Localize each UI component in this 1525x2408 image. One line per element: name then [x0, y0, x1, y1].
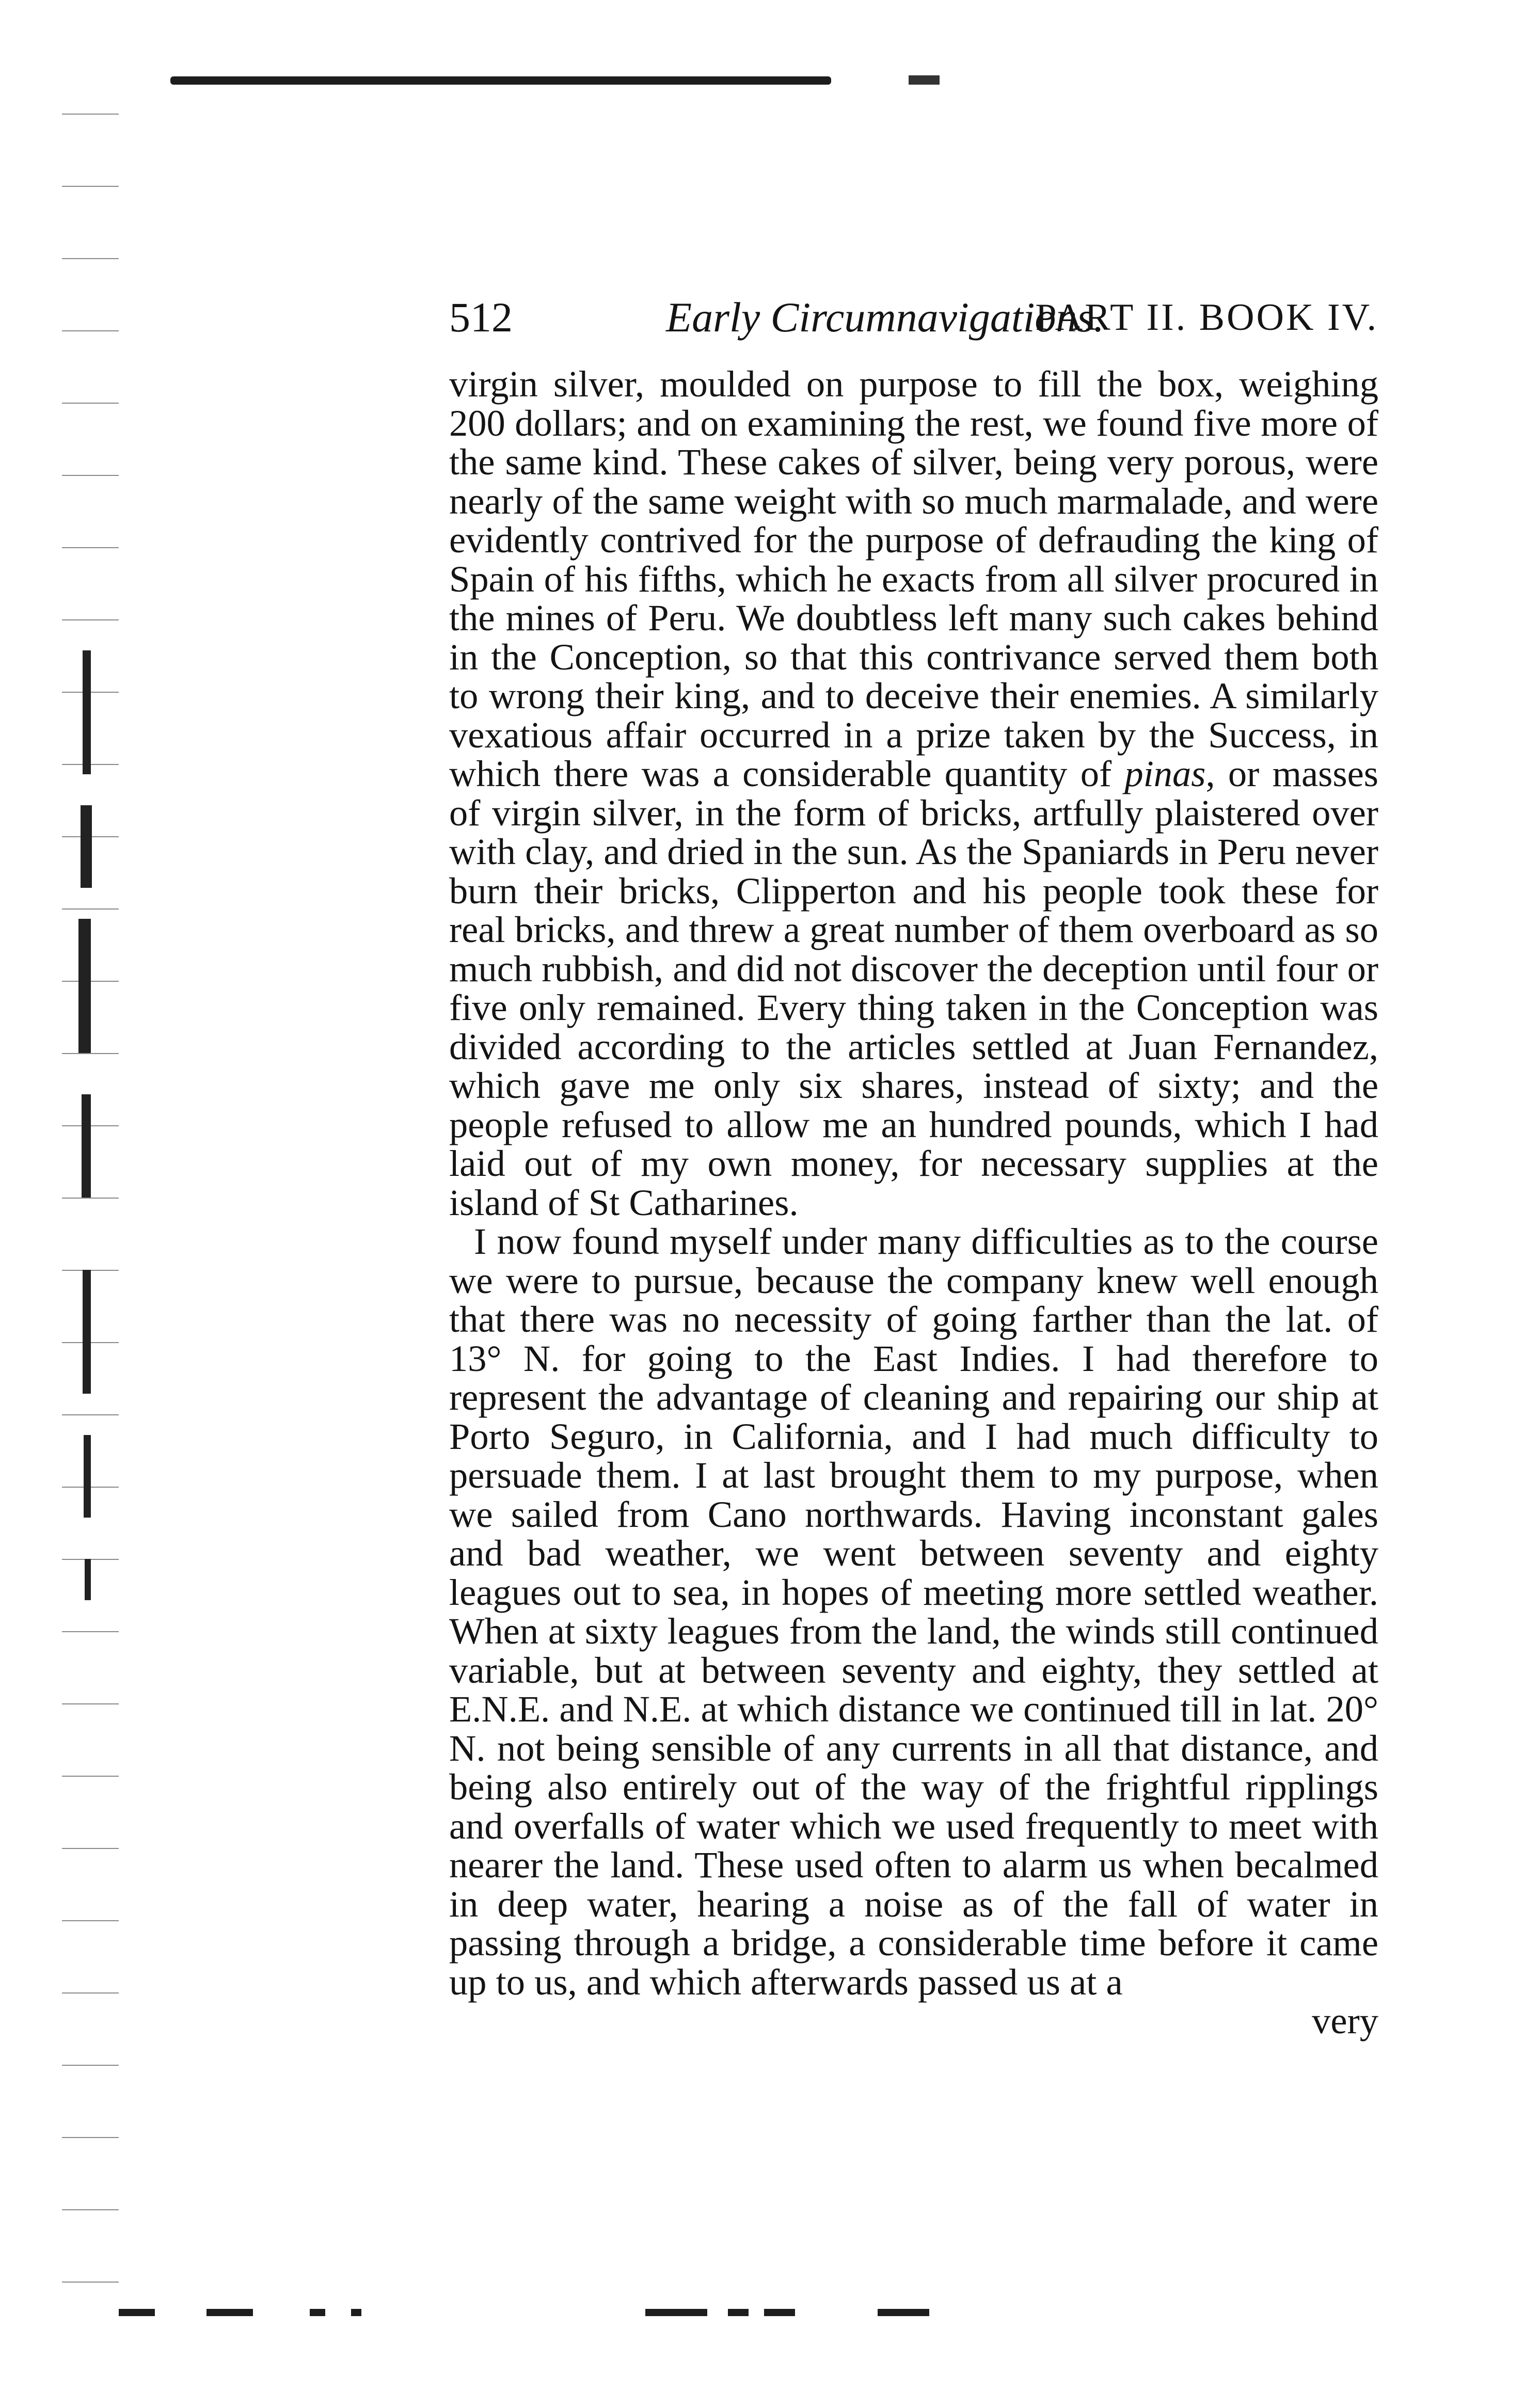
paragraph-2 — [449, 1222, 1378, 2001]
scan-edge-left — [62, 83, 119, 2354]
page-header — [449, 289, 1378, 346]
paragraph-text: I now found myself under many difficulties as to the course we were to pursue, because the company knew well enough that there was no necessity of going farther than the lat. of 13° N. for going to the East Indies. I had therefore to represent the advantage of cleaning and repairing our ship at Porto Seguro, in California, and I had much difficulty to persuade them. I at last brought them to my purpose, when we sailed from Cano northwards. Having inconstant gales and bad weather, we went between seventy and eighty leagues out to sea, in hopes of meeting more settled weather. When at sixty leagues from the land, the winds still continued variable, but at between seventy and eighty, they settled at E.N.E. and N.E. at which distance we continued till in lat. 20° N. not being sensible of any currents in all that distance, and being also entirely out of the way of the frightful ripplings and overfalls of water which we used frequently to meet with nearer the land. These used often to alarm us when becalmed in deep water, hearing a noise as of the fall of water in passing through a bridge, a considerable time before it came up to us, and which afterwards passed us at a — [449, 1220, 1378, 2003]
running-title: Early Circumnavigations. — [666, 294, 1104, 341]
paragraph-text-italic: pinas — [1124, 753, 1206, 794]
paragraph-1 — [449, 364, 1378, 1222]
paragraph-text: , or masses of virgin silver, in the form of bricks, artfully plaistered over with clay, and dried in the sun. As the Spaniards in Peru never burn their bricks, Clipperton and his people took these for real bricks, and threw a great number of them overboard as so much rubbish, and did not discover the deception until four or five only remained. Every thing taken in the Conception was divided according to the articles settled at Juan Fernandez, which gave me only six shares, instead of sixty; and the people refused to allow me an hundred pounds, which I had laid out of my own money, for necessary supplies at the island of St Catharines. — [449, 753, 1378, 1223]
section-label: PART II. BOOK IV. — [1035, 296, 1378, 339]
paragraph-text: virgin silver, moulded on purpose to fill the box, weighing 200 dollars; and on examining the rest, we found five more of the same kind. These cakes of silver, being very porous, were nearly of the same weight with so much marmalade, and were evidently contrived for the purpose of defrauding the king of Spain of his fifths, which he exacts from all silver procured in the mines of Peru. We doubtless left many such cakes behind in the Conception, so that this contrivance served them both to wrong their king, and to deceive their enemies. A similarly vexatious affair occurred in a prize taken by the Success, in which there was a considerable quantity of — [449, 363, 1378, 794]
book-page — [449, 289, 1378, 2040]
scan-edge-bottom — [114, 2305, 1482, 2320]
scan-edge-top — [170, 76, 831, 85]
scan-edge-mark — [909, 75, 940, 85]
catchword: very — [1312, 2000, 1378, 2042]
body-text — [449, 364, 1378, 2001]
page-number: 512 — [449, 294, 513, 341]
